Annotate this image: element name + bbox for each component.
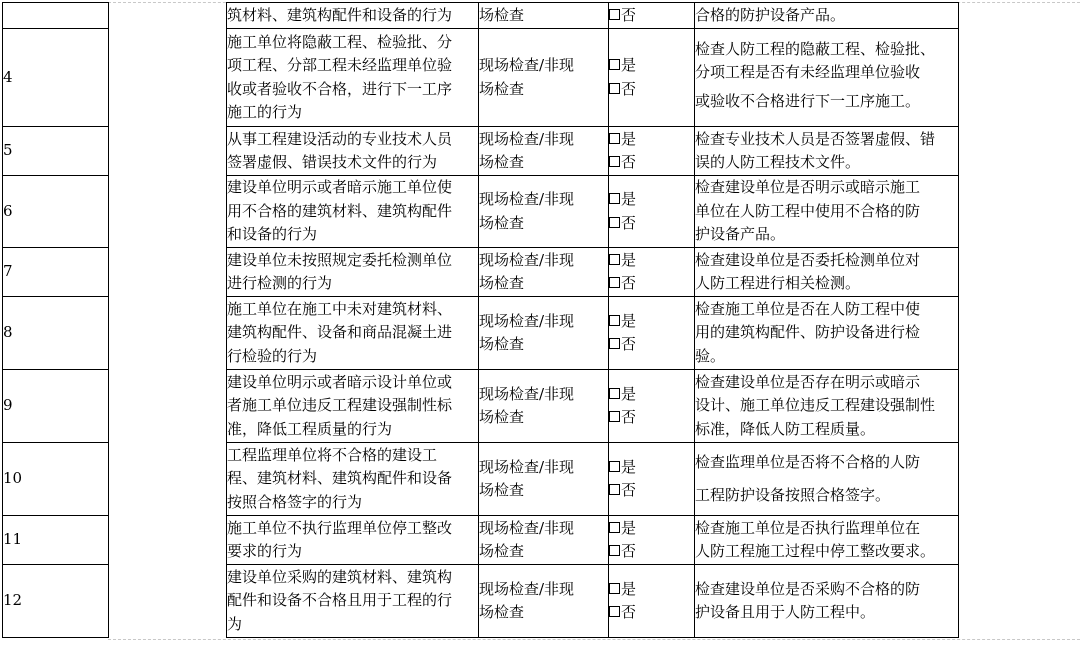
checkbox-icon[interactable] — [609, 522, 620, 533]
check-cell — [609, 443, 695, 516]
method-cell — [479, 565, 609, 638]
checkbox-icon[interactable] — [609, 388, 620, 399]
checkbox-icon[interactable] — [609, 461, 620, 472]
method-cell — [479, 176, 609, 248]
blank-cell — [109, 29, 227, 127]
standard-line: 验。 — [695, 346, 726, 365]
row-number: 10 — [3, 443, 109, 516]
standard-line: 检查人防工程的隐蔽工程、检验批、 — [695, 39, 936, 58]
checkbox-icon[interactable] — [609, 277, 620, 288]
method-line: 场检查 — [479, 481, 525, 499]
blank-cell — [109, 297, 227, 370]
checkbox-icon[interactable] — [609, 83, 620, 94]
standard-line: 检查建设单位是否存在明示或暗示 — [695, 372, 921, 391]
behavior-cell — [227, 29, 479, 127]
method-line: 场检查 — [479, 213, 525, 232]
blank-cell — [109, 370, 227, 443]
behavior-line: 配件和设备不合格且用于工程的行 — [227, 591, 453, 610]
checkbox-icon[interactable] — [609, 484, 620, 495]
checkbox-label: 是 — [621, 129, 637, 148]
method-line: 场检查 — [479, 603, 525, 621]
checkbox-label: 否 — [621, 5, 637, 24]
behavior-line: 者施工单位违反工程建设强制性标 — [227, 396, 453, 415]
method-cell — [479, 443, 609, 516]
table-row — [3, 29, 959, 127]
checkbox-icon[interactable] — [609, 545, 620, 556]
checkbox-icon[interactable] — [609, 315, 620, 326]
checkbox-icon[interactable] — [609, 217, 620, 228]
table-row — [3, 127, 959, 176]
row-number: 6 — [3, 176, 109, 248]
table-row — [3, 176, 959, 248]
standard-line: 误的人防工程技术文件。 — [695, 153, 861, 171]
blank-cell — [109, 443, 227, 516]
checkbox-label: 是 — [621, 190, 637, 208]
row-number: 8 — [3, 297, 109, 370]
checkbox-no[interactable] — [609, 151, 694, 175]
standard-line: 检查专业技术人员是否签署虚假、错 — [695, 129, 936, 148]
checkbox-label: 是 — [621, 579, 637, 598]
behavior-line: 建筑构配件、设备和商品混凝土进 — [227, 323, 453, 342]
method-line: 场检查 — [479, 542, 525, 560]
checkbox-label: 是 — [621, 250, 637, 269]
checkbox-label: 否 — [621, 542, 637, 560]
row-number — [3, 3, 109, 29]
method-cell — [479, 127, 609, 176]
standard-line: 检查施工单位是否在人防工程中使 — [695, 299, 921, 318]
behavior-cell — [227, 127, 479, 176]
checkbox-no[interactable] — [609, 4, 694, 28]
standard-line: 设计、施工单位违反工程建设强制性 — [695, 396, 936, 415]
behavior-line: 用不合格的建筑材料、建筑构配件 — [227, 201, 453, 220]
checkbox-icon[interactable] — [609, 193, 620, 204]
behavior-line: 程、建筑材料、建筑构配件和设备 — [227, 469, 453, 488]
row-number: 12 — [3, 565, 109, 638]
standard-line: 检查监理单位是否将不合格的人防 — [695, 453, 921, 471]
checkbox-no[interactable] — [609, 479, 694, 503]
standard-line: 或验收不合格进行下一工序施工。 — [695, 91, 921, 110]
method-cell — [479, 29, 609, 127]
checkbox-icon[interactable] — [609, 411, 620, 422]
behavior-line: 按照合格签字的行为 — [227, 492, 363, 511]
table-row — [3, 516, 959, 565]
checkbox-icon[interactable] — [609, 133, 620, 144]
row-number: 4 — [3, 29, 109, 127]
checkbox-icon[interactable] — [609, 9, 620, 20]
table-row — [3, 370, 959, 443]
standard-cell — [695, 443, 959, 516]
behavior-cell — [227, 248, 479, 297]
standard-cell — [695, 370, 959, 443]
behavior-line: 准，降低工程质量的行为 — [227, 419, 393, 438]
method-line: 场检查 — [479, 5, 525, 24]
standard-line: 护设备且用于人防工程中。 — [695, 603, 876, 621]
behavior-line: 签署虚假、错误技术文件的行为 — [227, 153, 438, 171]
standard-cell — [695, 565, 959, 638]
method-line: 现场检查/非现 — [479, 129, 575, 148]
behavior-line: 为 — [227, 614, 243, 633]
standard-line: 分项工程是否有未经监理单位验收 — [695, 63, 921, 81]
check-cell — [609, 176, 695, 248]
behavior-cell — [227, 370, 479, 443]
standard-cell — [695, 29, 959, 127]
method-line: 现场检查/非现 — [479, 518, 575, 537]
behavior-line: 施工的行为 — [227, 103, 303, 121]
checkbox-yes[interactable] — [609, 383, 694, 407]
blank-cell — [109, 3, 227, 29]
checkbox-icon[interactable] — [609, 156, 620, 167]
page-margin-bottom-line — [108, 639, 1080, 640]
standard-cell — [695, 3, 959, 29]
blank-cell — [109, 176, 227, 248]
method-line: 场检查 — [479, 79, 525, 98]
method-line: 现场检查/非现 — [479, 250, 575, 269]
checkbox-label: 是 — [621, 311, 637, 330]
behavior-cell — [227, 565, 479, 638]
standard-cell — [695, 297, 959, 370]
standard-line: 人防工程施工过程中停工整改要求。 — [695, 542, 936, 560]
method-line: 场检查 — [479, 335, 525, 353]
checkbox-yes[interactable] — [609, 54, 694, 78]
checkbox-label: 是 — [621, 56, 637, 74]
behavior-cell — [227, 3, 479, 29]
checkbox-label: 否 — [621, 274, 637, 292]
check-cell — [609, 565, 695, 638]
checkbox-yes[interactable] — [609, 249, 694, 273]
behavior-line: 建设单位采购的建筑材料、建筑构 — [227, 567, 453, 586]
table-row — [3, 443, 959, 516]
method-line: 场检查 — [479, 274, 525, 292]
behavior-line: 筑材料、建筑构配件和设备的行为 — [227, 5, 453, 24]
standard-line: 单位在人防工程中使用不合格的防 — [695, 201, 921, 220]
checkbox-yes[interactable] — [609, 517, 694, 541]
standard-cell — [695, 176, 959, 248]
method-line: 现场检查/非现 — [479, 311, 575, 330]
method-line: 现场检查/非现 — [479, 579, 575, 598]
standard-line: 检查施工单位是否执行监理单位在 — [695, 518, 921, 537]
checkbox-label: 是 — [621, 384, 637, 403]
standard-line: 检查建设单位是否采购不合格的防 — [695, 579, 921, 598]
behavior-cell — [227, 516, 479, 565]
method-cell — [479, 3, 609, 29]
method-cell — [479, 516, 609, 565]
standard-cell — [695, 248, 959, 297]
method-line: 现场检查/非现 — [479, 457, 575, 476]
standard-line: 检查建设单位是否委托检测单位对 — [695, 250, 921, 269]
check-cell — [609, 127, 695, 176]
behavior-line: 从事工程建设活动的专业技术人员 — [227, 129, 453, 148]
checkbox-label: 否 — [621, 213, 637, 232]
checkbox-yes[interactable] — [609, 188, 694, 212]
checkbox-label: 否 — [621, 153, 637, 171]
checkbox-yes[interactable] — [609, 310, 694, 334]
behavior-cell — [227, 176, 479, 248]
standard-line: 检查建设单位是否明示或暗示施工 — [695, 178, 921, 197]
behavior-cell — [227, 297, 479, 370]
method-cell — [479, 248, 609, 297]
checkbox-icon[interactable] — [609, 254, 620, 265]
checkbox-yes[interactable] — [609, 128, 694, 152]
method-line: 现场检查/非现 — [479, 190, 575, 208]
blank-cell — [109, 127, 227, 176]
row-number: 11 — [3, 516, 109, 565]
table-row — [3, 297, 959, 370]
blank-cell — [109, 248, 227, 297]
behavior-line: 建设单位未按照规定委托检测单位 — [227, 250, 453, 269]
behavior-line: 建设单位明示或者暗示施工单位使 — [227, 178, 453, 197]
behavior-line: 收或者验收不合格，进行下一工序 — [227, 79, 453, 98]
checkbox-icon[interactable] — [609, 338, 620, 349]
checkbox-no[interactable] — [609, 406, 694, 430]
checkbox-icon[interactable] — [609, 59, 620, 70]
checkbox-label: 否 — [621, 335, 637, 353]
blank-cell — [109, 516, 227, 565]
method-line: 场检查 — [479, 153, 525, 171]
table-row — [3, 565, 959, 638]
standard-cell — [695, 127, 959, 176]
standard-line: 工程防护设备按照合格签字。 — [695, 486, 891, 504]
check-cell — [609, 370, 695, 443]
behavior-cell — [227, 443, 479, 516]
checkbox-no[interactable] — [609, 272, 694, 296]
check-cell — [609, 248, 695, 297]
table-row — [3, 3, 959, 29]
checkbox-label: 否 — [621, 79, 637, 98]
check-cell — [609, 516, 695, 565]
behavior-line: 要求的行为 — [227, 542, 303, 560]
blank-cell — [109, 565, 227, 638]
inspection-table — [2, 2, 959, 638]
checkbox-no[interactable] — [609, 212, 694, 236]
method-line: 现场检查/非现 — [479, 56, 575, 74]
standard-line: 用的建筑构配件、防护设备进行检 — [695, 323, 921, 342]
checkbox-icon[interactable] — [609, 606, 620, 617]
checkbox-no[interactable] — [609, 333, 694, 357]
behavior-line: 施工单位在施工中未对建筑材料、 — [227, 299, 453, 318]
check-cell — [609, 29, 695, 127]
checkbox-label: 否 — [621, 603, 637, 621]
checkbox-label: 是 — [621, 457, 637, 476]
checkbox-no[interactable] — [609, 78, 694, 102]
standard-line: 护设备产品。 — [695, 225, 786, 244]
behavior-line: 施工单位不执行监理单位停工整改 — [227, 518, 453, 537]
standard-line: 标准，降低人防工程质量。 — [695, 419, 876, 438]
method-cell — [479, 370, 609, 443]
checkbox-label: 是 — [621, 518, 637, 537]
method-cell — [479, 297, 609, 370]
behavior-line: 和设备的行为 — [227, 225, 318, 244]
behavior-line: 行检验的行为 — [227, 346, 318, 365]
row-number: 5 — [3, 127, 109, 176]
behavior-line: 施工单位将隐蔽工程、检验批、分 — [227, 32, 453, 51]
method-line: 场检查 — [479, 408, 525, 426]
row-number: 9 — [3, 370, 109, 443]
check-cell — [609, 297, 695, 370]
checkbox-icon[interactable] — [609, 583, 620, 594]
checkbox-label: 否 — [621, 408, 637, 426]
checkbox-yes[interactable] — [609, 578, 694, 602]
checkbox-no[interactable] — [609, 601, 694, 625]
standard-line: 合格的防护设备产品。 — [695, 5, 846, 24]
method-line: 现场检查/非现 — [479, 384, 575, 403]
behavior-line: 建设单位明示或者暗示设计单位或 — [227, 372, 453, 391]
behavior-line: 工程监理单位将不合格的建设工 — [227, 445, 438, 464]
behavior-line: 进行检测的行为 — [227, 274, 333, 292]
standard-line: 人防工程进行相关检测。 — [695, 274, 861, 292]
row-number: 7 — [3, 248, 109, 297]
checkbox-yes[interactable] — [609, 456, 694, 480]
checkbox-no[interactable] — [609, 540, 694, 564]
checkbox-label: 否 — [621, 481, 637, 499]
standard-cell — [695, 516, 959, 565]
table-row — [3, 248, 959, 297]
check-cell — [609, 3, 695, 29]
behavior-line: 项工程、分部工程未经监理单位验 — [227, 56, 453, 74]
